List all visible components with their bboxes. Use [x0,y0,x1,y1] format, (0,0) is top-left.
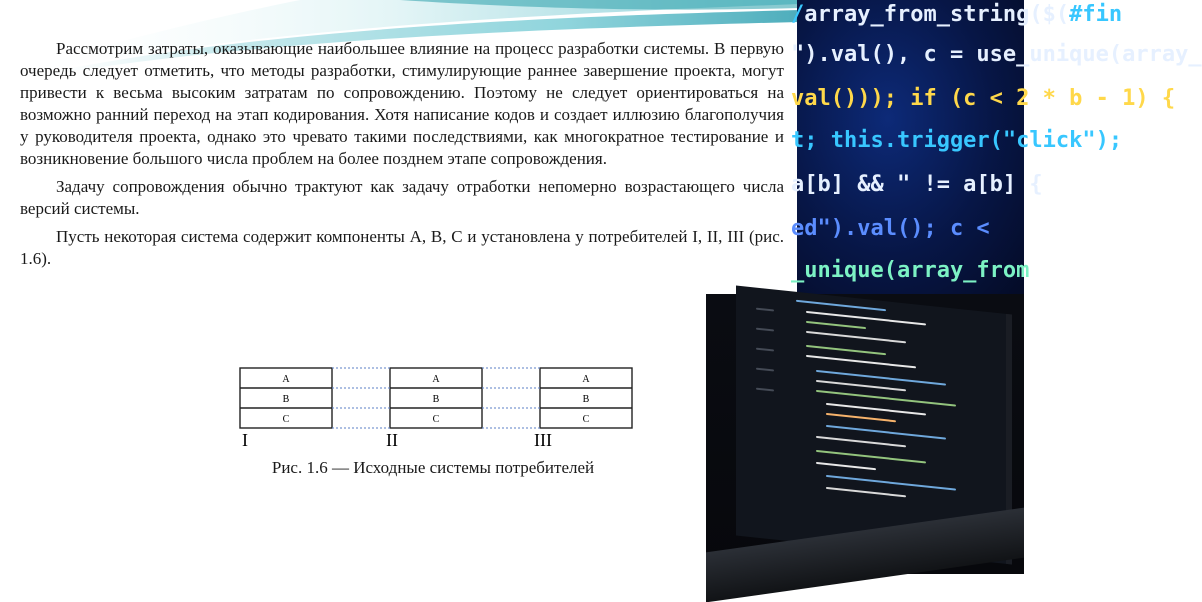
code-line: ").val(), c = use_unique(array_ [791,42,1202,67]
code-photo-top [791,0,1202,296]
code-line: /array_from_string($(#fin [791,2,1123,27]
system-block-2 [386,368,482,450]
system-block-3 [534,368,632,450]
component-label: B [582,394,590,405]
code-line: _unique(array_from [791,258,1030,283]
component-label: B [432,394,440,405]
component-label: C [582,414,590,425]
figure-caption: Рис. 1.6 — Исходные системы потребителей [271,458,595,477]
body-text [20,38,784,276]
paragraph: Рассмотрим затраты, оказывающие наибольшее влияние на процесс разработки системы. В первую очередь следует отметить, что методы разработки, стимулирующие раннее завершение проекта, могут привести к весьма высоким затратам по сопровождению. Поэтому не следует ориентироваться на возможно ранний переход на этап кодирования. Хотя написание кодов и создает иллюзию благополучия у руководителя проекта, однако это чревато такими последствиями, как многократное тестирование и возникновение большого числа проблем на более позднем этапе сопровождения. [20,39,784,168]
system-label: I [242,430,248,450]
component-label: C [282,414,290,425]
component-label: B [282,394,290,405]
component-label: A [432,374,440,385]
paragraph: Пусть некоторая система содержит компоненты A, B, C и установлена у потребителей I, II, III (рис. 1.6). [20,227,784,268]
code-line: t; this.trigger("click"); [791,128,1123,153]
system-label: II [386,430,398,450]
code-line: a[b] && " != a[b] { [791,172,1043,197]
component-label: C [432,414,440,425]
code-line: val())); if (c < 2 * b - 1) { [791,86,1176,111]
system-label: III [534,430,552,450]
paragraph: Задачу сопровождения обычно трактуют как задачу отработки непомерно возрастающего числа версий системы. [20,177,784,218]
laptop-photo [706,294,1024,574]
systems-diagram [238,366,638,456]
system-block-1 [240,368,332,450]
component-label: A [282,374,290,385]
figure-1-6 [238,366,638,486]
code-line: ed").val(); c < [791,216,990,241]
component-label: A [582,374,590,385]
